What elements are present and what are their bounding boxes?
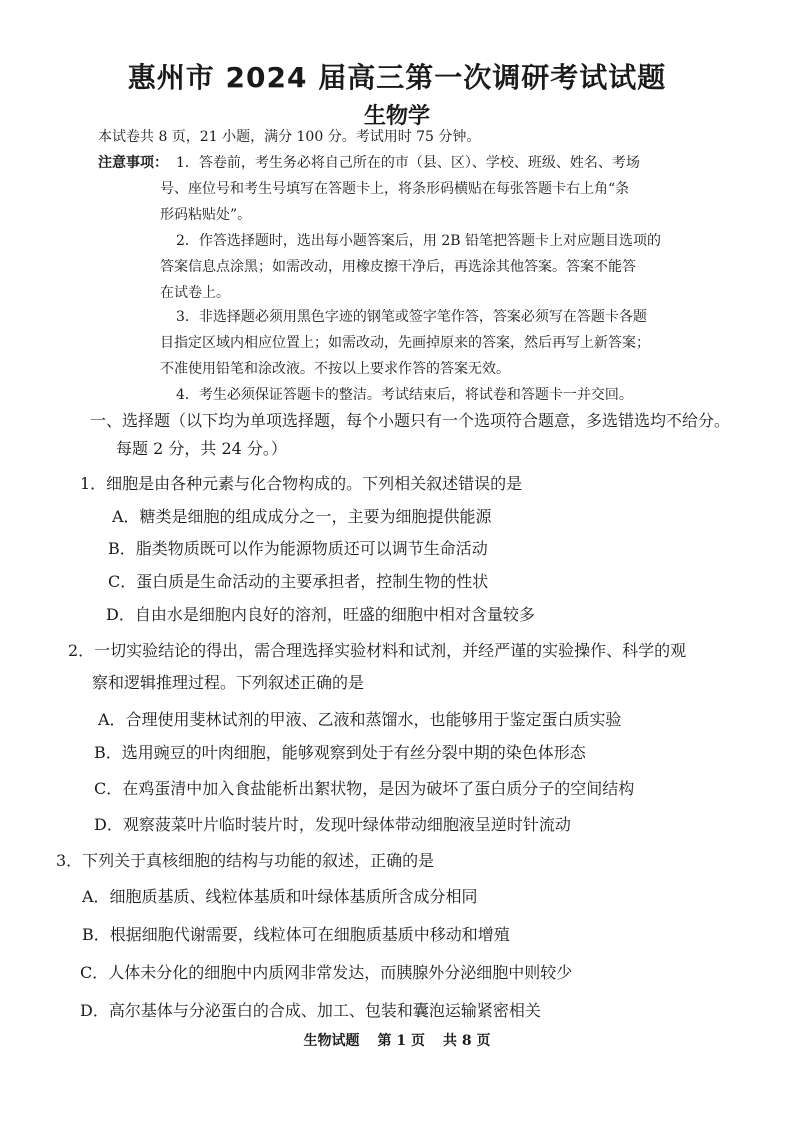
question-1-stem: 1．细胞是由各种元素与化合物构成的。下列相关叙述错误的是 — [80, 474, 523, 493]
question-3-stem: 3．下列关于真核细胞的结构与功能的叙述，正确的是 — [56, 851, 435, 870]
exam-title: 惠州市 2024 届高三第一次调研考试试题 — [127, 61, 667, 94]
question-1-option-c: C．蛋白质是生命活动的主要承担者，控制生物的性状 — [108, 572, 489, 591]
footer-page-number: 第 1 页 — [377, 1033, 425, 1049]
page-footer — [0, 1030, 794, 1050]
question-2-option-c: C．在鸡蛋清中加入食盐能析出絮状物，是因为破坏了蛋白质分子的空间结构 — [94, 779, 635, 798]
notice-line: 形码粘贴处”。 — [160, 207, 252, 223]
notice-line: 4．考生必须保证答题卡的整洁。考试结束后，将试卷和答题卡一并交回。 — [176, 387, 633, 403]
question-2-option-d: D．观察菠菜叶片临时装片时，发现叶绿体带动细胞液呈逆时针流动 — [94, 815, 571, 834]
notice-line: 不准使用铅笔和涂改液。不按以上要求作答的答案无效。 — [160, 361, 510, 377]
question-3-option-b: B．根据细胞代谢需要，线粒体可在细胞质基质中移动和增殖 — [82, 925, 510, 944]
question-1-option-a: A．糖类是细胞的组成成分之一，主要为细胞提供能源 — [112, 507, 492, 526]
notice-line: 答案信息点涂黑；如需改动，用橡皮擦干净后，再选涂其他答案。答案不能答 — [160, 259, 636, 275]
notice-line: 2．作答选择题时，选出每小题答案后，用 2B 铅笔把答题卡上对应题目选项的 — [176, 233, 662, 249]
question-3-option-c: C．人体未分化的细胞中内质网非常发达，而胰腺外分泌细胞中则较少 — [80, 963, 573, 982]
footer-subject: 生物试题 — [303, 1033, 360, 1049]
question-2-option-a: A．合理使用斐林试剂的甲液、乙液和蒸馏水，也能够用于鉴定蛋白质实验 — [98, 710, 622, 729]
question-2-option-b: B．选用豌豆的叶肉细胞，能够观察到处于有丝分裂中期的染色体形态 — [94, 743, 586, 762]
footer-total-pages: 共 8 页 — [443, 1033, 491, 1049]
notice-line: 目指定区域内相应位置上；如需改动，先画掉原来的答案，然后再写上新答案； — [160, 335, 650, 351]
notice-label: 注意事项： — [98, 155, 168, 171]
question-1-option-d: D．自由水是细胞内良好的溶剂，旺盛的细胞中相对含量较多 — [106, 605, 535, 624]
question-3-option-a: A．细胞质基质、线粒体基质和叶绿体基质所含成分相同 — [82, 887, 478, 906]
exam-intro: 本试卷共 8 页，21 小题，满分 100 分。考试用时 75 分钟。 — [98, 129, 481, 145]
notice-line: 在试卷上。 — [160, 285, 230, 301]
question-2-stem: 察和逻辑推理过程。下列叙述正确的是 — [92, 673, 365, 692]
notice-line: 号、座位号和考生号填写在答题卡上，将条形码横贴在每张答题卡右上角“条 — [160, 181, 630, 197]
question-2-stem: 2．一切实验结论的得出，需合理选择实验材料和试剂，并经严谨的实验操作、科学的观 — [68, 641, 687, 660]
section-heading: 一、选择题（以下均为单项选择题，每个小题只有一个选项符合题意，多选错选均不给分。 — [90, 411, 731, 430]
notice-line: 3．非选择题必须用黑色字迹的钢笔或签字笔作答，答案必须写在答题卡各题 — [176, 309, 647, 325]
question-1-option-b: B．脂类物质既可以作为能源物质还可以调节生命活动 — [108, 539, 488, 558]
section-heading-score: 每题 2 分，共 24 分。） — [116, 439, 287, 458]
subject-title: 生物学 — [363, 104, 430, 129]
notice-line: 1．答卷前，考生务必将自己所在的市（县、区）、学校、班级、姓名、考场 — [176, 155, 640, 171]
question-3-option-d: D．高尔基体与分泌蛋白的合成、加工、包装和囊泡运输紧密相关 — [80, 1001, 541, 1020]
